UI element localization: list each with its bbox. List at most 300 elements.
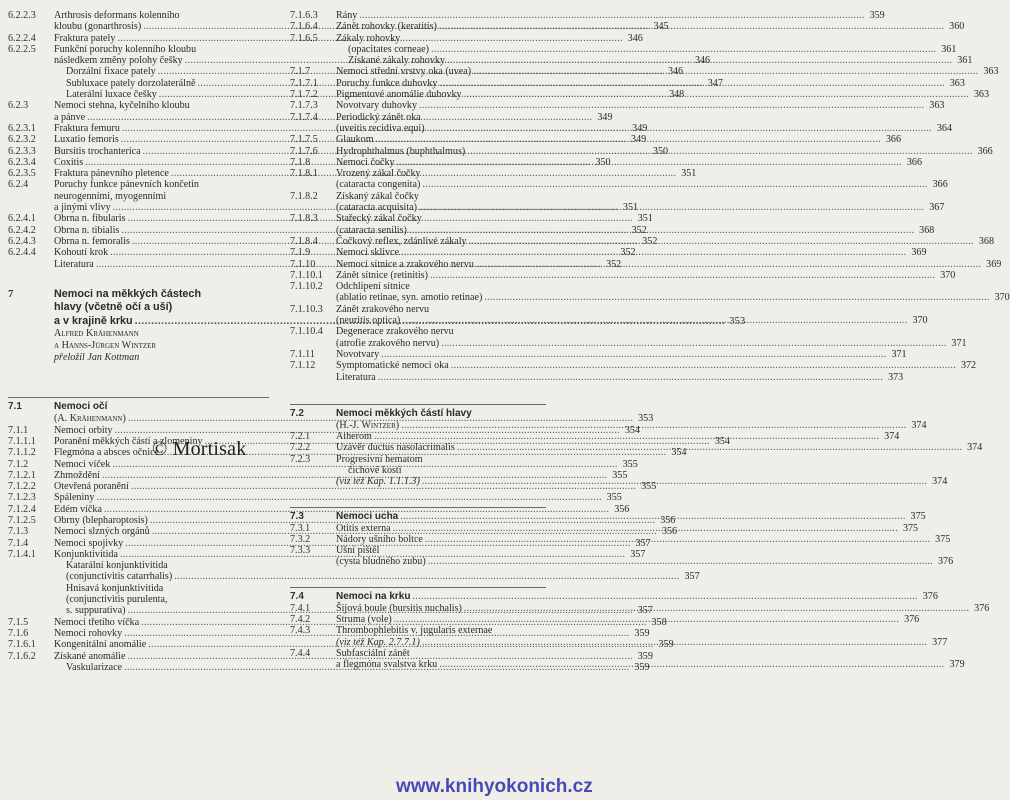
entry-title: Nemoci spojivky — [54, 537, 124, 549]
entry-title: Otevřená poranění — [54, 481, 129, 493]
entry-number: 7.1.7.1 — [290, 77, 318, 89]
dot-leader — [451, 360, 956, 371]
entry-title: a flegmóna svalstva krku — [336, 659, 438, 671]
section-7-1-heading: 7.1 Nemoci očí — [8, 401, 108, 413]
entry-page: 372 — [960, 360, 977, 372]
entry-page: 352 — [620, 247, 636, 259]
entry-number: 7.1.7 — [290, 66, 311, 78]
entry-page: 371 — [951, 337, 967, 349]
entry-title: Nemoci víček — [54, 458, 111, 470]
entry-title: Získané zákaly rohovky — [348, 55, 445, 67]
website-watermark: www.knihyokonich.cz — [396, 776, 593, 797]
dot-leader — [401, 247, 906, 258]
toc-entry — [290, 10, 885, 21]
entry-title: Konjunktivitida — [54, 548, 118, 560]
entry-number: 7.2.1 — [290, 431, 311, 443]
entry-page: 349 — [632, 122, 648, 134]
toc-entry — [290, 100, 945, 112]
entry-title: Pigmentové anomálie duhovky — [336, 89, 462, 101]
dot-leader — [394, 614, 899, 625]
entry-number: 7.1.1 — [8, 424, 29, 436]
section-7-2-heading: 7.2 Nemoci měkkých částí hlavy — [290, 407, 472, 419]
chapter-author-2: a Hanns-Jürgen Wintzer — [54, 340, 157, 352]
section-7-3-heading: 7.3 Nemoci ucha ..... 375 — [290, 510, 546, 523]
dot-leader — [402, 315, 907, 326]
entry-number: 7.1.7.3 — [290, 100, 318, 112]
entry-page: 379 — [949, 659, 965, 671]
section-7-2-title: Nemoci měkkých částí hlavy — [336, 407, 472, 419]
dot-leader — [393, 523, 898, 534]
entry-title: (cataracta acquisita) — [336, 202, 417, 214]
entry-page: 366 — [932, 179, 948, 191]
entry-page: 359 — [658, 639, 674, 651]
entry-page: 373 — [888, 371, 904, 383]
entry-page: 351 — [637, 213, 653, 225]
entry-title: (ablatio retinae, syn. amotio retinae) — [336, 292, 483, 304]
entry-number: 7.1.8 — [290, 156, 311, 168]
entry-title: Ušní píštěl — [336, 545, 380, 557]
entry-number: 7.1.6.5 — [290, 32, 318, 44]
entry-title: Nemoci čočky — [336, 156, 395, 168]
entry-number: 7.1.7.5 — [290, 134, 318, 146]
section-7-1-title: Nemoci očí — [54, 401, 108, 413]
entry-page: 355 — [622, 458, 638, 470]
entry-title: (cataracta senilis) — [336, 224, 407, 236]
entry-number: 7.1.4 — [8, 537, 29, 549]
entry-number: 7.1.6.3 — [290, 10, 318, 21]
entry-title: Edém víčka — [54, 503, 102, 515]
entry-page: 370 — [994, 292, 1010, 304]
entry-number: 7.3.3 — [290, 545, 311, 557]
entry-title: Uzávěr ductus nasolacrimalis — [336, 442, 455, 454]
entry-page: 363 — [983, 66, 999, 78]
entry-number: 6.2.3.3 — [8, 145, 36, 157]
entry-number: 7.1.11 — [290, 348, 315, 360]
entry-title: (atrofie zrakového nervu) — [336, 337, 440, 349]
entry-page: 359 — [869, 10, 885, 21]
entry-title: Coxitis — [54, 156, 84, 168]
entry-page: 361 — [957, 55, 973, 67]
toc-entry — [290, 348, 907, 360]
entry-title: Hnisavá konjunktivitida — [66, 582, 164, 594]
entry-number: 7.1.2.4 — [8, 503, 36, 515]
entry-number: 7.1.10 — [290, 258, 316, 270]
entry-page: 358 — [651, 616, 667, 628]
entry-title: (viz též Kap. 2.7.7.1) — [336, 636, 420, 648]
entry-title: Fraktura pately — [54, 32, 116, 44]
dot-leader — [397, 157, 902, 168]
entry-page: 356 — [614, 503, 630, 515]
entry-title: Zhmoždění — [54, 469, 100, 481]
entry-title: Spáleniny — [54, 492, 95, 504]
section-7-3-title: Nemoci ucha — [336, 510, 399, 522]
dot-leader — [419, 100, 924, 111]
entry-page: 350 — [595, 156, 611, 168]
entry-page: 349 — [631, 134, 647, 146]
dot-leader — [439, 659, 944, 670]
entry-number: 7.1.7.6 — [290, 145, 318, 157]
entry-page: 360 — [949, 21, 965, 33]
entry-number: 7.2.3 — [290, 453, 311, 465]
entry-title: Získané anomálie — [54, 650, 126, 662]
entry-title: Nemoci slzných orgánů — [54, 526, 150, 538]
entry-number: 7.4.1 — [290, 602, 311, 614]
toc-entry — [290, 326, 967, 349]
entry-number: 7.1.6.1 — [8, 639, 36, 651]
entry-number: 6.2.2.4 — [8, 32, 36, 44]
entry-page: 357 — [684, 571, 700, 583]
entry-title: (uveitis recidiva equi) — [336, 122, 425, 134]
entry-page: 351 — [681, 168, 697, 180]
entry-number: 6.2.3.4 — [8, 156, 36, 168]
entry-title: Struma (vole) — [336, 614, 392, 626]
chapter-translator: přeložil Jan Kottman — [54, 352, 140, 364]
toc-entry — [290, 454, 546, 477]
entry-title: Arthrosis deformans kolenního — [54, 10, 180, 21]
entry-page: 368 — [919, 224, 935, 236]
entry-number: 7.2.2 — [290, 442, 311, 454]
entry-page: 359 — [637, 650, 653, 662]
entry-number: 7.1.2.2 — [8, 481, 36, 493]
entry-number: 6.2.3.2 — [8, 134, 36, 146]
entry-number: 7.3.2 — [290, 533, 311, 545]
entry-title: Obrna n. tibialis — [54, 224, 120, 236]
entry-page: 368 — [978, 235, 995, 247]
entry-number: 7.1.2.5 — [8, 515, 36, 526]
entry-number: 7.1.6.4 — [290, 21, 318, 33]
entry-page: 369 — [911, 247, 927, 259]
section-rule — [290, 587, 546, 588]
entry-title: Fraktura femuru — [54, 122, 120, 134]
dot-leader — [419, 202, 924, 213]
entry-number: 6.2.2.3 — [8, 10, 36, 21]
entry-title: Získaný zákal čočky — [336, 190, 419, 202]
entry-title: Dorzální fixace pately — [66, 66, 156, 78]
entry-page: 357 — [635, 537, 651, 549]
entry-title: Funkční poruchy kolenního kloubu — [54, 43, 197, 55]
entry-title: Otitis externa — [336, 522, 391, 534]
entry-page: 354 — [624, 424, 640, 436]
entry-title: neurogenními, myogenními — [54, 190, 167, 202]
entry-page: 363 — [973, 89, 989, 101]
entry-number: 7.1.7.2 — [290, 89, 318, 101]
entry-title: Thrombophlebitis v. jugularis externae — [336, 625, 493, 637]
entry-title: Literatura — [54, 258, 94, 270]
dot-leader — [431, 44, 936, 55]
entry-title: Glaukom — [336, 134, 374, 146]
dot-leader — [457, 442, 962, 453]
dot-leader — [439, 78, 944, 89]
entry-page: 347 — [707, 77, 723, 89]
entry-number: 7.1.8.2 — [290, 190, 318, 202]
entry-title: (cysta bludného zubu) — [336, 556, 426, 568]
toc-entry — [290, 360, 977, 372]
entry-number: 7.1.9 — [290, 247, 311, 259]
entry-title: Literatura — [336, 371, 376, 383]
entry-page: 351 — [622, 202, 639, 214]
toc-entry — [290, 43, 957, 55]
entry-number: 6.2.3.5 — [8, 168, 36, 180]
entry-number: 6.2.3 — [8, 100, 29, 112]
entry-title: Stařecký zákal čočky — [336, 213, 422, 225]
entry-title: Obrna n. femoralis — [54, 235, 130, 247]
entry-page: 375 — [902, 522, 919, 534]
entry-page: 355 — [612, 469, 628, 481]
entry-title: a pánve — [54, 111, 86, 123]
entry-page: 361 — [941, 43, 957, 55]
toc-entry — [290, 625, 546, 636]
entry-page: 364 — [936, 122, 952, 134]
entry-title: Nemoci orbity — [54, 424, 113, 436]
entry-page: 346 — [694, 55, 711, 67]
entry-number: 7.1.1.1 — [8, 435, 36, 447]
dot-leader — [378, 372, 883, 383]
entry-number: 6.2.4 — [8, 179, 29, 191]
entry-title: Poranění měkkých částí a zlomeniny — [54, 435, 203, 447]
section-rule — [8, 397, 269, 398]
entry-page: 363 — [949, 77, 965, 89]
entry-number: 6.2.2.5 — [8, 43, 36, 55]
entry-title: Čočkový reflex, zdánlivé zákaly — [336, 235, 467, 247]
entry-title: Nemoci třetího víčka — [54, 616, 140, 628]
entry-page: 376 — [937, 556, 954, 568]
dot-leader — [374, 431, 879, 442]
entry-page: 354 — [714, 435, 730, 447]
section-rule — [290, 404, 546, 405]
entry-title: Subluxace pately dorzolaterálně — [66, 77, 196, 89]
entry-title: Luxatio femoris — [54, 134, 119, 146]
entry-title: Vrozený zákal čočky — [336, 168, 421, 180]
entry-page: 354 — [671, 447, 687, 459]
entry-title: Zánět sítnice (retinitis) — [336, 269, 428, 281]
entry-page: 353 — [638, 413, 654, 425]
copyright-watermark: © Mortisak — [152, 438, 247, 460]
entry-page: 370 — [912, 315, 928, 327]
dot-leader — [376, 134, 881, 145]
entry-title: (conjunctivitis catarrhalis) — [66, 571, 173, 583]
entry-number: 7.1.2.1 — [8, 469, 36, 481]
entry-number: 7.4.4 — [290, 647, 311, 659]
entry-title: Novotvary — [336, 348, 380, 360]
entry-number: 7.4.2 — [290, 614, 311, 626]
toc-entry — [290, 371, 904, 383]
entry-title: Vaskularizace — [66, 661, 123, 673]
toc-entry — [8, 492, 622, 504]
entry-page: 355 — [606, 492, 622, 504]
dot-leader — [439, 21, 944, 32]
dot-leader — [359, 10, 864, 21]
entry-page: 359 — [634, 661, 650, 673]
entry-number: 7.1.12 — [290, 360, 316, 372]
toc-entry — [290, 269, 956, 281]
entry-page: 352 — [631, 224, 647, 236]
dot-leader — [401, 420, 906, 431]
entry-page: 376 — [904, 614, 920, 626]
dot-leader — [473, 66, 978, 77]
entry-title: Zákaly rohovky — [336, 32, 401, 44]
dot-leader — [464, 89, 969, 100]
entry-title: Nemoci sklivce — [336, 247, 400, 259]
entry-title: Periodický zánět oka — [336, 111, 421, 123]
entry-title: Fraktura pánevního pletence — [54, 168, 169, 180]
toc-entry — [290, 33, 546, 44]
entry-page: 374 — [932, 476, 948, 488]
chapter-title-line-2: hlavy (včetně očí a uší) — [54, 301, 173, 314]
chapter-page: 353 — [729, 314, 746, 327]
entry-page: 366 — [885, 134, 901, 146]
dot-leader — [469, 236, 974, 247]
dot-leader — [427, 123, 932, 134]
entry-title: Nemoci rohovky — [54, 627, 123, 639]
entry-title: Nádory ušního boltce — [336, 533, 423, 545]
entry-title: čichové kosti — [348, 464, 402, 476]
entry-number: 7.1.3 — [8, 526, 29, 538]
entry-number: 7.1.6.2 — [8, 650, 36, 662]
entry-title: Obrny (blepharoptosis) — [54, 515, 148, 526]
entry-title: Subfasciální zánět — [336, 647, 410, 659]
entry-page: 352 — [606, 258, 622, 270]
entry-page: 375 — [935, 533, 951, 545]
entry-page: 352 — [642, 235, 658, 247]
entry-title: (viz též Kap. 1.1.1.3) — [336, 476, 420, 488]
entry-title: (neuritis optica) — [336, 315, 401, 327]
entry-number: 7.1.5 — [8, 616, 29, 628]
chapter-title-line-3: a v krajině krku — [54, 314, 133, 327]
entry-number: 7.1.2 — [8, 458, 29, 470]
entry-title: Poruchy funkce pánevních končetin — [54, 179, 199, 191]
entry-page: 346 — [667, 66, 684, 78]
entry-title: (H.-J. Wintzer) — [336, 419, 400, 431]
dot-leader — [476, 259, 981, 270]
entry-page: 348 — [669, 89, 685, 101]
entry-page: 374 — [911, 419, 927, 431]
entry-title: Šijová boule (bursitis nuchalis) — [336, 602, 462, 614]
entry-number: 6.2.4.2 — [8, 224, 36, 236]
entry-number: 7.1.10.4 — [290, 326, 323, 338]
entry-title: s. suppurativa) — [66, 605, 126, 617]
section-7-4-heading: 7.4 Nemoci na krku ..... 376 — [290, 590, 546, 603]
entry-number: 7.1.4.1 — [8, 548, 36, 560]
entry-number: 7.1.10.1 — [290, 269, 323, 281]
dot-leader — [425, 534, 930, 545]
entry-page: 355 — [641, 481, 657, 493]
entry-title: Zánět rohovky (keratitis) — [336, 21, 437, 33]
entry-page: 346 — [627, 32, 643, 44]
chapter-author-1: Alfred Krähenmann — [54, 328, 139, 340]
dot-leader — [430, 270, 935, 281]
entry-title: kloubu (gonarthrosis) — [54, 21, 142, 33]
entry-page: 370 — [940, 269, 956, 281]
dot-leader — [428, 556, 933, 567]
entry-page: 350 — [652, 145, 669, 157]
entry-page: 366 — [906, 156, 922, 168]
entry-page: 377 — [932, 636, 948, 648]
toc-entry — [290, 281, 1010, 304]
dot-leader — [484, 292, 989, 303]
entry-page: 357 — [630, 548, 646, 560]
entry-page: 356 — [661, 526, 678, 538]
entry-page: 376 — [974, 602, 990, 614]
entry-title: Katarální konjunktivitida — [66, 560, 168, 572]
dot-leader — [422, 637, 927, 651]
entry-title: Progresivní hematom — [336, 453, 423, 465]
entry-page: 366 — [977, 145, 993, 157]
entry-page: 359 — [634, 627, 650, 639]
entry-number: 7.1.10.3 — [290, 303, 323, 315]
entry-page: 357 — [637, 605, 653, 617]
entry-title: Flegmóna a absces očnice — [54, 447, 160, 459]
entry-title: Degenerace zrakového nervu — [336, 326, 454, 338]
entry-title: Nemoci sítnice a zrakového nervu — [336, 258, 474, 270]
entry-title: Novotvary duhovky — [336, 100, 418, 112]
entry-title: (cataracta congenita) — [336, 179, 421, 191]
entry-page: 371 — [891, 348, 907, 360]
dot-leader — [381, 349, 886, 360]
entry-title: následkem změny polohy češky — [54, 55, 183, 67]
entry-page: 363 — [929, 100, 945, 112]
chapter-number: 7 — [8, 287, 14, 300]
entry-number: 7.4.3 — [290, 625, 311, 637]
entry-page: 356 — [660, 515, 676, 526]
entry-number: 7.1.8.1 — [290, 168, 318, 180]
entry-number: 6.2.4.4 — [8, 247, 36, 259]
dot-leader — [441, 338, 946, 349]
dot-leader — [464, 603, 969, 617]
entry-title: (conjunctivitis purulenta, — [66, 594, 168, 606]
entry-title: Laterální luxace češky — [66, 89, 157, 101]
entry-title: Atherom — [336, 431, 372, 443]
dot-leader — [409, 225, 914, 236]
entry-number: 7.1.8.3 — [290, 213, 318, 225]
entry-page: 349 — [597, 111, 613, 123]
toc-entry — [8, 503, 630, 515]
entry-title: Poruchy funkce duhovky — [336, 77, 438, 89]
dot-leader — [467, 146, 972, 157]
entry-number: 7.1.2.3 — [8, 492, 36, 504]
dot-leader — [422, 476, 927, 487]
entry-number: 6.2.3.1 — [8, 122, 36, 134]
entry-title: Obrna n. fibularis — [54, 213, 126, 225]
entry-title: (A. Krähenmann) — [54, 413, 126, 425]
entry-title: Odchlipení sítnice — [336, 281, 410, 293]
section-rule — [290, 507, 546, 508]
chapter-title-line-1: Nemoci na měkkých částech — [54, 287, 202, 300]
entry-title: Hydrophthalmus (buphthalmus) — [336, 145, 466, 157]
entry-number: 7.1.1.2 — [8, 447, 36, 459]
entry-title: Bursitis trochanterica — [54, 145, 141, 157]
entry-title: a jinými vlivy — [54, 202, 111, 214]
entry-title: Kohoutí krok — [54, 247, 109, 259]
entry-title: Symptomatické nemoci oka — [336, 360, 449, 372]
entry-number: 7.1.7.4 — [290, 111, 318, 123]
entry-page: 374 — [967, 442, 983, 454]
entry-number: 6.2.4.1 — [8, 213, 36, 225]
entry-title: Nemoci stehna, kyčelního kloubu — [54, 100, 190, 112]
dot-leader — [422, 179, 927, 190]
entry-page: 345 — [653, 21, 669, 33]
entry-title: (opacitates corneae) — [348, 43, 429, 55]
entry-title: Nemoci střední vrstvy oka (uvea) — [336, 66, 472, 78]
entry-page: 369 — [986, 258, 1002, 270]
entry-title: Zánět zrakového nervu — [336, 303, 430, 315]
entry-number: 6.2.4.3 — [8, 235, 36, 247]
entry-title: Rány — [336, 10, 358, 21]
entry-page: 367 — [929, 202, 945, 214]
entry-number: 7.1.10.2 — [290, 281, 323, 293]
entry-number: 7.3.1 — [290, 522, 311, 534]
section-7-4-title: Nemoci na krku — [336, 590, 411, 602]
entry-page: 374 — [884, 431, 900, 443]
